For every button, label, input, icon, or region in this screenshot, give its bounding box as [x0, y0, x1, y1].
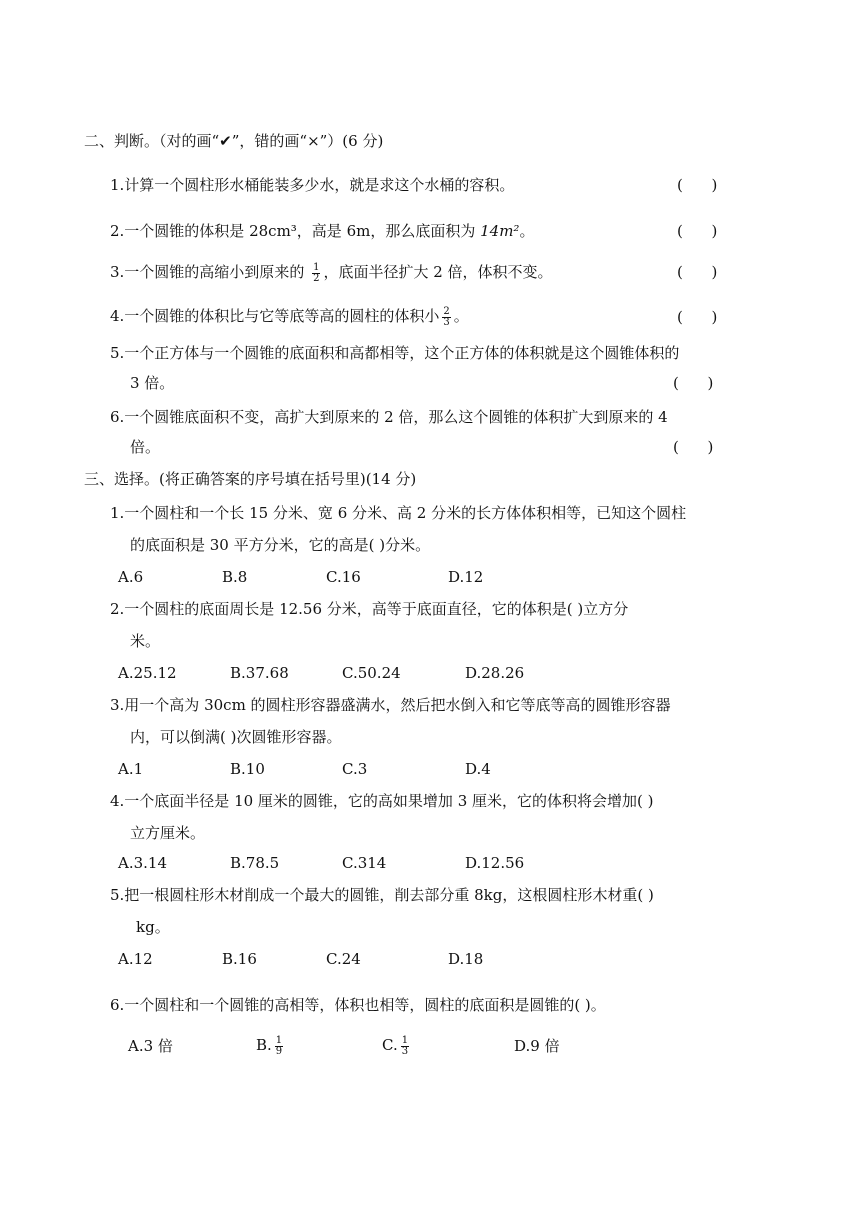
q4-option-c[interactable]: C.314 — [342, 854, 387, 872]
choice-q2-line2: 米。 — [130, 632, 161, 650]
q2-option-c[interactable]: C.50.24 — [342, 664, 401, 682]
fraction-denominator: 2 — [313, 272, 320, 284]
fraction-numerator: 1 — [401, 1034, 409, 1046]
item-2-end: 。 — [519, 222, 535, 240]
fraction-one-half — [312, 263, 320, 284]
judgement-item-6-line2: 倍。 — [130, 438, 161, 456]
q2-option-d[interactable]: D.28.26 — [465, 664, 525, 682]
q1-option-b[interactable]: B.8 — [222, 568, 248, 586]
q2-option-a[interactable]: A.25.12 — [118, 664, 177, 682]
choice-q4-line2: 立方厘米。 — [130, 824, 206, 842]
q3-option-b[interactable]: B.10 — [230, 760, 265, 778]
choice-q5-line1: 5.把一根圆柱形木材削成一个最大的圆锥，削去部分重 8kg，这根圆柱形木材重( ) — [110, 886, 654, 904]
item-4-end: 。 — [453, 307, 469, 325]
q5-option-b[interactable]: B.16 — [222, 950, 257, 968]
judgement-item-4 — [110, 305, 469, 328]
answer-blank-4[interactable]: ( ) — [677, 308, 718, 326]
q1-option-a[interactable]: A.6 — [118, 568, 144, 586]
fraction-two-thirds — [442, 307, 450, 328]
q6-option-d[interactable]: D.9 倍 — [514, 1037, 560, 1055]
item-2-math: 14m² — [480, 222, 520, 240]
q4-option-a[interactable]: A.3.14 — [118, 854, 167, 872]
q3-option-a[interactable]: A.1 — [118, 760, 144, 778]
fraction-numerator: 2 — [443, 305, 450, 317]
fraction-denominator: 3 — [401, 1045, 409, 1057]
section-heading-judgement: 二、判断。（对的画“✔”，错的画“×”）(6 分) — [84, 132, 384, 150]
fraction-denominator: 9 — [275, 1045, 283, 1057]
q4-option-b[interactable]: B.78.5 — [230, 854, 280, 872]
judgement-item-3 — [110, 261, 553, 284]
choice-q5-line2: kg。 — [136, 918, 170, 936]
q6-option-b[interactable] — [256, 1033, 286, 1057]
answer-blank-3[interactable]: ( ) — [677, 263, 718, 281]
judgement-item-1: 1.计算一个圆柱形水桶能装多少水，就是求这个水桶的容积。 — [110, 176, 515, 194]
judgement-item-5-line2: 3 倍。 — [130, 374, 175, 392]
item-3-end: ，底面半径扩大 2 倍，体积不变。 — [323, 263, 553, 281]
fraction-numerator: 1 — [313, 261, 320, 273]
choice-q4-line1: 4.一个底面半径是 10 厘米的圆锥，它的高如果增加 3 厘米，它的体积将会增加( ) — [110, 792, 654, 810]
choice-q3-line2: 内，可以倒满( )次圆锥形容器。 — [130, 728, 342, 746]
fraction-numerator: 1 — [275, 1034, 283, 1046]
answer-blank-5[interactable]: ( ) — [673, 374, 714, 392]
q6-option-b-label: B. — [256, 1036, 272, 1054]
judgement-item-6-line1: 6.一个圆锥底面积不变，高扩大到原来的 2 倍，那么这个圆锥的体积扩大到原来的 4 — [110, 408, 668, 426]
item-3-text: 3.一个圆锥的高缩小到原来的 — [110, 263, 310, 281]
fraction-one-ninth — [275, 1036, 283, 1057]
answer-blank-2[interactable]: ( ) — [677, 222, 718, 240]
q1-option-c[interactable]: C.16 — [326, 568, 361, 586]
item-2-text: 2.一个圆锥的体积是 28cm³，高是 6m，那么底面积为 — [110, 222, 481, 240]
q6-option-c-label: C. — [382, 1036, 398, 1054]
answer-blank-6[interactable]: ( ) — [673, 438, 714, 456]
fraction-denominator: 3 — [443, 316, 450, 328]
q3-option-d[interactable]: D.4 — [465, 760, 491, 778]
item-4-text: 4.一个圆锥的体积比与它等底等高的圆柱的体积小 — [110, 307, 440, 325]
q5-option-d[interactable]: D.18 — [448, 950, 484, 968]
fraction-one-third — [401, 1036, 409, 1057]
q3-option-c[interactable]: C.3 — [342, 760, 368, 778]
section-heading-choice: 三、选择。(将正确答案的序号填在括号里)(14 分) — [84, 470, 417, 488]
choice-q2-line1: 2.一个圆柱的底面周长是 12.56 分米，高等于底面直径，它的体积是( )立方分 — [110, 600, 629, 618]
q5-option-c[interactable]: C.24 — [326, 950, 361, 968]
q2-option-b[interactable]: B.37.68 — [230, 664, 289, 682]
q1-option-d[interactable]: D.12 — [448, 568, 484, 586]
choice-q3-line1: 3.用一个高为 30cm 的圆柱形容器盛满水，然后把水倒入和它等底等高的圆锥形容器 — [110, 696, 671, 714]
q6-option-c[interactable] — [382, 1033, 412, 1057]
judgement-item-2 — [110, 221, 534, 241]
q6-option-a[interactable]: A.3 倍 — [128, 1037, 173, 1055]
choice-q1-line1: 1.一个圆柱和一个长 15 分米、宽 6 分米、高 2 分米的长方体体积相等，已知这个圆柱 — [110, 504, 687, 522]
q4-option-d[interactable]: D.12.56 — [465, 854, 525, 872]
judgement-item-5-line1: 5.一个正方体与一个圆锥的底面积和高都相等，这个正方体的体积就是这个圆锥体积的 — [110, 344, 680, 362]
q5-option-a[interactable]: A.12 — [118, 950, 153, 968]
choice-q1-line2: 的底面积是 30 平方分米，它的高是( )分米。 — [130, 536, 431, 554]
choice-q6-line1: 6.一个圆柱和一个圆锥的高相等，体积也相等，圆柱的底面积是圆锥的( )。 — [110, 996, 606, 1014]
answer-blank-1[interactable]: ( ) — [677, 176, 718, 194]
